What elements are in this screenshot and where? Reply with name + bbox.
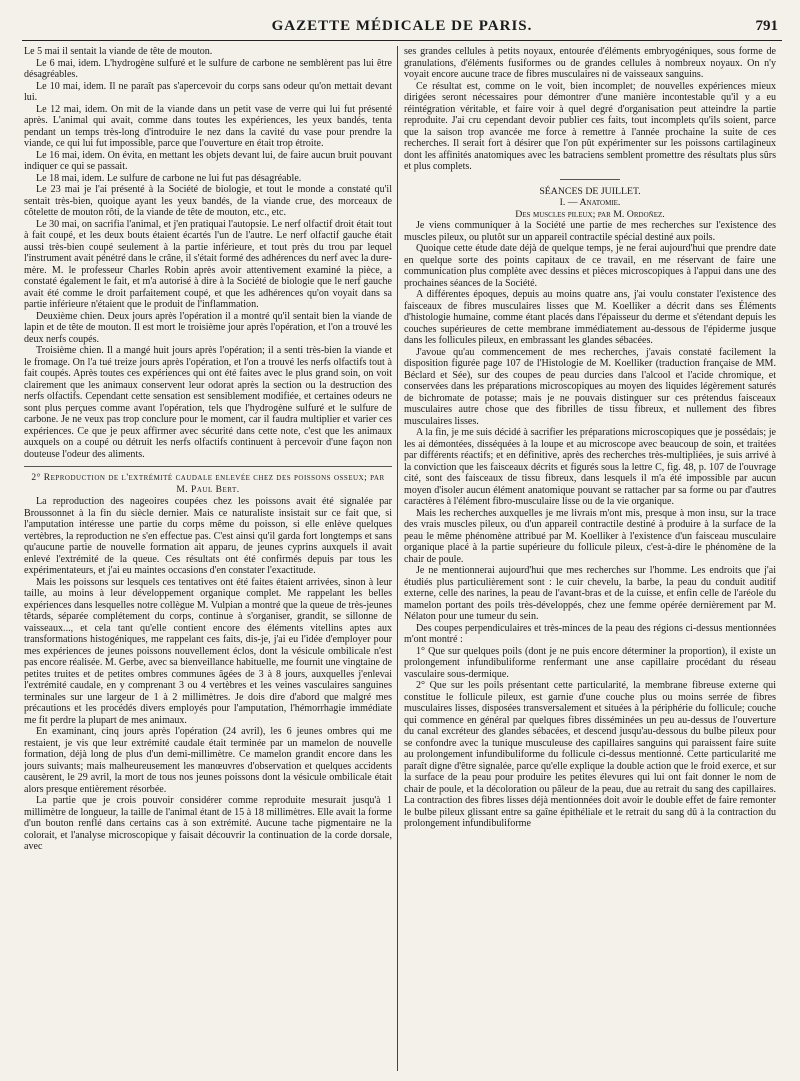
paragraph: Je viens communiquer à la Société une partie de mes recherches sur l'existence des muscles pileux, ou plutôt sur un appareil contractile spécial destiné aux poils. (404, 220, 776, 243)
paragraph: Deuxième chien. Deux jours après l'opération il a montré qu'il sentait bien la viande de lapin et de tête de mouton. Il est mort le troisième jour après l'opération, et l'on a trouvé les deux nerfs coupés. (24, 310, 392, 345)
session-heading: SÉANCES DE JUILLET. (539, 185, 641, 197)
journal-title: GAZETTE MÉDICALE DE PARIS. (271, 18, 533, 34)
paragraph: A la fin, je me suis décidé à sacrifier les préparations microscopiques que je possédais; je les ai démontées, disséquées à la loupe et au microscope avec beaucoup de soin, et traitées par différents réactifs; et en définitive, après des recherches très-multipliées, je suis arrivé à la conviction que les faisceaux décrits et figurés sous la lettre C, fig. 48, p. 107 de l'ouvrage cité, sont des faisceaux de tissu fibreux, dans lesquels il m'a été impossible par aucun moyen d'isoler aucun élément anatomique pouvant se rattacher par sa forme ou par d'autres caractères à l'élément fibro-musculaire lisse ou de la vie organique. (404, 427, 776, 507)
paragraph: J'avoue qu'au commencement de mes recherches, j'avais constaté facilement la disposition figurée page 107 de l'Histologie de M. Koelliker (traduction française de MM. Béclard et Sée), sur des coupes de peau durcies dans l'alcool et l'acide chromique, et conservées dans les préparations microscopiques au moyen des liquides légèrement saturés de bichromate de potasse; mais je ne pouvais distinguer sur ces prétendus faisceaux musculaires autre chose que des fibrilles de tissu fibreux, et nullement des fibres musculaires lisses. (404, 346, 776, 427)
paragraph: Le 30 mai, on sacrifia l'animal, et j'en pratiquai l'autopsie. Le nerf olfactif droit était tout à fait coupé, et les deux bouts étaient écartés l'un de l'autre. Le nerf olfactif gauche était aussi très-bien coupé seulement à la partie inférieure, et tout près du trou par lequel l'instrument avait pénétré dans le crâne, il s'était formé des adhérences du nerf avec la dure-mère. M. le professeur Charles Robin après avoir attentivement examiné la pièce, a constaté également le fait, et m'a autorisé à dire à la Société de biologie que le nerf gauche avait été comme le droit parfaitement coupé, et que les adhérences qu'on voyait dans sa partie inférieure n'étaient que le produit de l'inflammation. (24, 218, 392, 310)
running-header (22, 14, 782, 41)
paragraph: ses grandes cellules à petits noyaux, entourée d'éléments embryogéniques, sous forme de granulations, d'éléments fusiformes ou de grandes cellules à nombreux noyaux. On n'y voyait encore aucune trace de fibres musculaires ni de vaisseaux sanguins. (404, 46, 776, 80)
paragraph: Mais les poissons sur lesquels ces tentatives ont été faites étaient arrivées, sinon à leur taille, au moins à leur développement organique complet. Me rappelant les belles expériences dans lesquelles notre collègue M. Vulpian a montré que la queue de très-jeunes têtards, séparée complétement du corps, continue à s'organiser, grandit, se sillonne de vaisseaux..., et cela tant qu'elle contient encore des éléments vitellins aptes aux transformations histogéniques, me rappelant ces faits, dis-je, j'ai eu l'idée d'employer pour mes expériences de jeunes poissons nouvellement éclos, dont la vésicule ombilicale n'est pas encore réalisée. M. Gerbe, avec sa bienveillance habituelle, me fournit une vingtaine de petites truites et de petites ombres communes âgées de 3 à 8 jours, auxquelles j'enlevai l'extrémité caudale, en y comprenant 3 ou 4 vertèbres et les veines vasculaires sanguines terminales sur une largeur de 1 à 2 millimètres. Je dois dire d'abord que malgré mes précautions et les procédés divers employés pour l'amputation, l'hémorrhagie immédiate me fit perdre la plupart de mes animaux. (24, 576, 392, 726)
paragraph: Troisième chien. Il a mangé huit jours après l'opération; il a senti très-bien la viande et le fromage. On l'a tué treize jours après l'opération, et l'on a trouvé les nerfs olfactifs tout à fait coupés. Après toutes ces expériences qui ont été faites avec le plus grand soin, on voit clairement que les animaux conservent leur odorat après la section ou la destruction des nerfs olfactifs. Cependant cette sensation est sensiblement modifiée, et certaines odeurs ne sont plus perçues comme avant l'opération, tels que l'hydrogène sulfuré et le sulfure de carbone. Je ne veux pas trop conclure pour le moment, car il faudra multiplier et varier ces expériences. Ce que je peux affirmer avec sécurité dans cette note, c'est que les animaux auxquels on a coupé ou détruit les nerfs olfactifs continuent à percevoir d'une façon non douteuse l'odeur des aliments. (24, 345, 392, 460)
paragraph: Le 6 mai, idem. L'hydrogène sulfuré et le sulfure de carbone ne semblèrent pas lui être désagréables. (24, 57, 392, 80)
paragraph: Quoique cette étude date déjà de quelque temps, je ne ferai aujourd'hui que prendre date en quelque sorte des points capitaux de ce travail, en me réservant de faire une communication plus complète avec dessins et pièces microscopiques à l'appui dans une des prochaines séances de la Société. (404, 243, 776, 289)
paragraph: Mais les recherches auxquelles je me livrais m'ont mis, presque à mon insu, sur la trace des vrais muscles pileux, ou d'un appareil contractile destiné à produire à la surface de la peau le même phénomène attribué par M. Koelliker à l'existence d'un faisceau musculaire organique placé à la partie supérieure du follicule pileux, c'est-à-dire le phénomène de la chair de poule. (404, 507, 776, 565)
right-column (404, 46, 776, 1071)
article-title: Des muscles pileux; par M. Ordoñez. (515, 208, 665, 220)
paragraph: Je ne mentionnerai aujourd'hui que mes recherches sur l'homme. Les endroits que j'ai étudiés plus particulièrement sont : le cuir chevelu, la barbe, la peau du conduit auditif externe, celle des narines, la peau de l'avant-bras et de la cuisse, et enfin celle de l'aréole du mamelon portant des poils très-développés, chez une femme opérée dernièrement par M. Nélaton pour une tumeur du sein. (404, 565, 776, 622)
paragraph: Des coupes perpendiculaires et très-minces de la peau des régions ci-dessus mentionnées m'ont montré : (404, 622, 776, 645)
section-divider (560, 179, 620, 180)
paragraph: 2° Que sur les poils présentant cette particularité, la membrane fibreuse externe qui constitue le follicule pileux, est garnie d'une couche plus ou moins serrée de fibres musculaires lisses, disposées transversalement et situées à la périphérie du follicule; couche qui commence en général par quelques fibres disséminées un peu au-dessus de l'ouverture du canal excréteur des glandes sébacées, et descend jusqu'au-dessous du bulbe pileux pour se confondre avec la tunique musculeuse des capillaires sanguins qui paraissent faire suite au prolongement infundibuliforme du follicule ci-dessus mentionné. Cette particularité me paraît digne d'être signalée, parce qu'elle explique la double action que le froid exerce, et sur la surface de la peau pour produire les petites élevures qui lui ont fait donner le nom de chair de poule, et la décoloration ou pâleur de la peau, due au retrait du sang des capillaires. La contraction des fibres lisses déjà mentionnées doit avoir le double effet de faire remonter le bulbe pileux glissant entre sa gaîne épithéliale et le retrait du sang dû à la contraction du prolongement infundibuliforme (404, 680, 776, 829)
column-divider (397, 46, 398, 1071)
paragraph: La reproduction des nageoires coupées chez les poissons avait été signalée par Broussonnet à la fin du siècle dernier. Mais ce naturaliste insistait sur ce fait que, si l'amputation intéresse une partie du corps même du poisson, si elle enlève quelques vertèbres, la reproduction ne s'en effectue pas. C'est ainsi qu'il garda fort longtemps et sans qu'aucune partie de nouvelle formation ait apparu, de jeunes cyprins auxquels il avait enlevé l'extrémité de la queue. Ces résultats ont été confirmés depuis par tous les expérimentateurs, et j'ai eu maintes occasions d'en constater l'exactitude. (24, 496, 392, 576)
paragraph: Le 23 mai je l'ai présenté à la Société de biologie, et tout le monde a constaté qu'il sentait très-bien, quoique ayant les yeux bandés, de la viande crue, des morceaux de côtelette de mouton rôti, de la viande de tête de mouton, etc., etc. (24, 184, 392, 218)
paragraph: En examinant, cinq jours après l'opération (24 avril), les 6 jeunes ombres qui me restaient, je vis que leur extrémité caudale était terminée par un mamelon de nouvelle formation, déjà long de plus d'un demi-millimètre. Ce mamelon grandit encore dans les jours suivants; mais malheureusement les manœuvres d'observation et quelques accidents causèrent, le 29 avril, la mort de tous nos jeunes poissons dont la vésicule ombilicale était alors presque entièrement résorbée. (24, 726, 392, 795)
paragraph: Le 16 mai, idem. On évita, en mettant les objets devant lui, de faire aucun bruit pouvant indiquer ce qui se passait. (24, 149, 392, 172)
section-heading: I. — Anatomie. (559, 197, 621, 208)
paragraph: Ce résultat est, comme on le voit, bien incomplet; de nouvelles expériences mieux dirigées seront nécessaires pour démontrer d'une manière incontestable qu'il y a eu réintégration véritable, et faire voir à quel degré d'organisation peut atteindre la partie reproduite. J'ai cru cependant devoir publier ces faits, tout incomplets qu'ils soient, parce que la saison trop avancée me force à remettre à l'année prochaine la suite de ces recherches. Il serait fort à désirer que l'on pût expérimenter sur les poissons cartilagineux dont les affinités anatomiques avec les batraciens semblent promettre des résultats plus sûrs et plus complets. (404, 80, 776, 172)
paragraph: Le 12 mai, idem. On mit de la viande dans un petit vase de verre qui lui fut présenté après. L'animal qui avait, comme dans toutes les expériences, les yeux bandés, tenta pendant un temps très-long d'introduire le nez dans la cavité du vase pour prendre la viande, ce qui lui fut impossible, parce que l'ouverture en était trop étroite. (24, 103, 392, 149)
paragraph: 1° Que sur quelques poils (dont je ne puis encore déterminer la proportion), il existe un prolongement infundibuliforme renfermant une anse capillaire procédant du réseau vasculaire sous-dermique. (404, 645, 776, 680)
paragraph: A différentes époques, depuis au moins quatre ans, j'ai voulu constater l'existence des faisceaux de fibres musculaires lisses que M. Koelliker a décrit dans ses Éléments d'histologie humaine, comme étant placés dans l'épaisseur du derme et s'étendant depuis les couches supérieures de cette membrane immédiatement au-dessous de l'épiderme jusque dans les follicules pileux, en embrassant les glandes sébacées. (404, 289, 776, 346)
paragraph: Le 10 mai, idem. Il ne paraît pas s'apercevoir du corps sans odeur qu'on mettait devant lui. (24, 80, 392, 103)
page-number: 791 (755, 18, 778, 34)
left-column (24, 46, 392, 1071)
paragraph: La partie que je crois pouvoir considérer comme reproduite mesurait jusqu'à 1 millimètre de longueur, la taille de l'animal étant de 15 à 18 millimètres. Elle avait la forme d'un bouton renflé dans certains cas à son extrémité. Aucune tache pigmentaire ne la colorait, et l'analyse microscopique y faisait découvrir la continuation de la corde dorsale, avec (24, 795, 392, 852)
section-heading: 2° Reproduction de l'extrémité caudale enlevée chez des poissons osseux; par M. Paul Bert. (31, 473, 385, 495)
paragraph: Le 5 mai il sentait la viande de tête de mouton. (24, 46, 213, 57)
paragraph: Le 18 mai, idem. Le sulfure de carbone ne lui fut pas désagréable. (36, 172, 302, 184)
section-divider (24, 466, 392, 467)
